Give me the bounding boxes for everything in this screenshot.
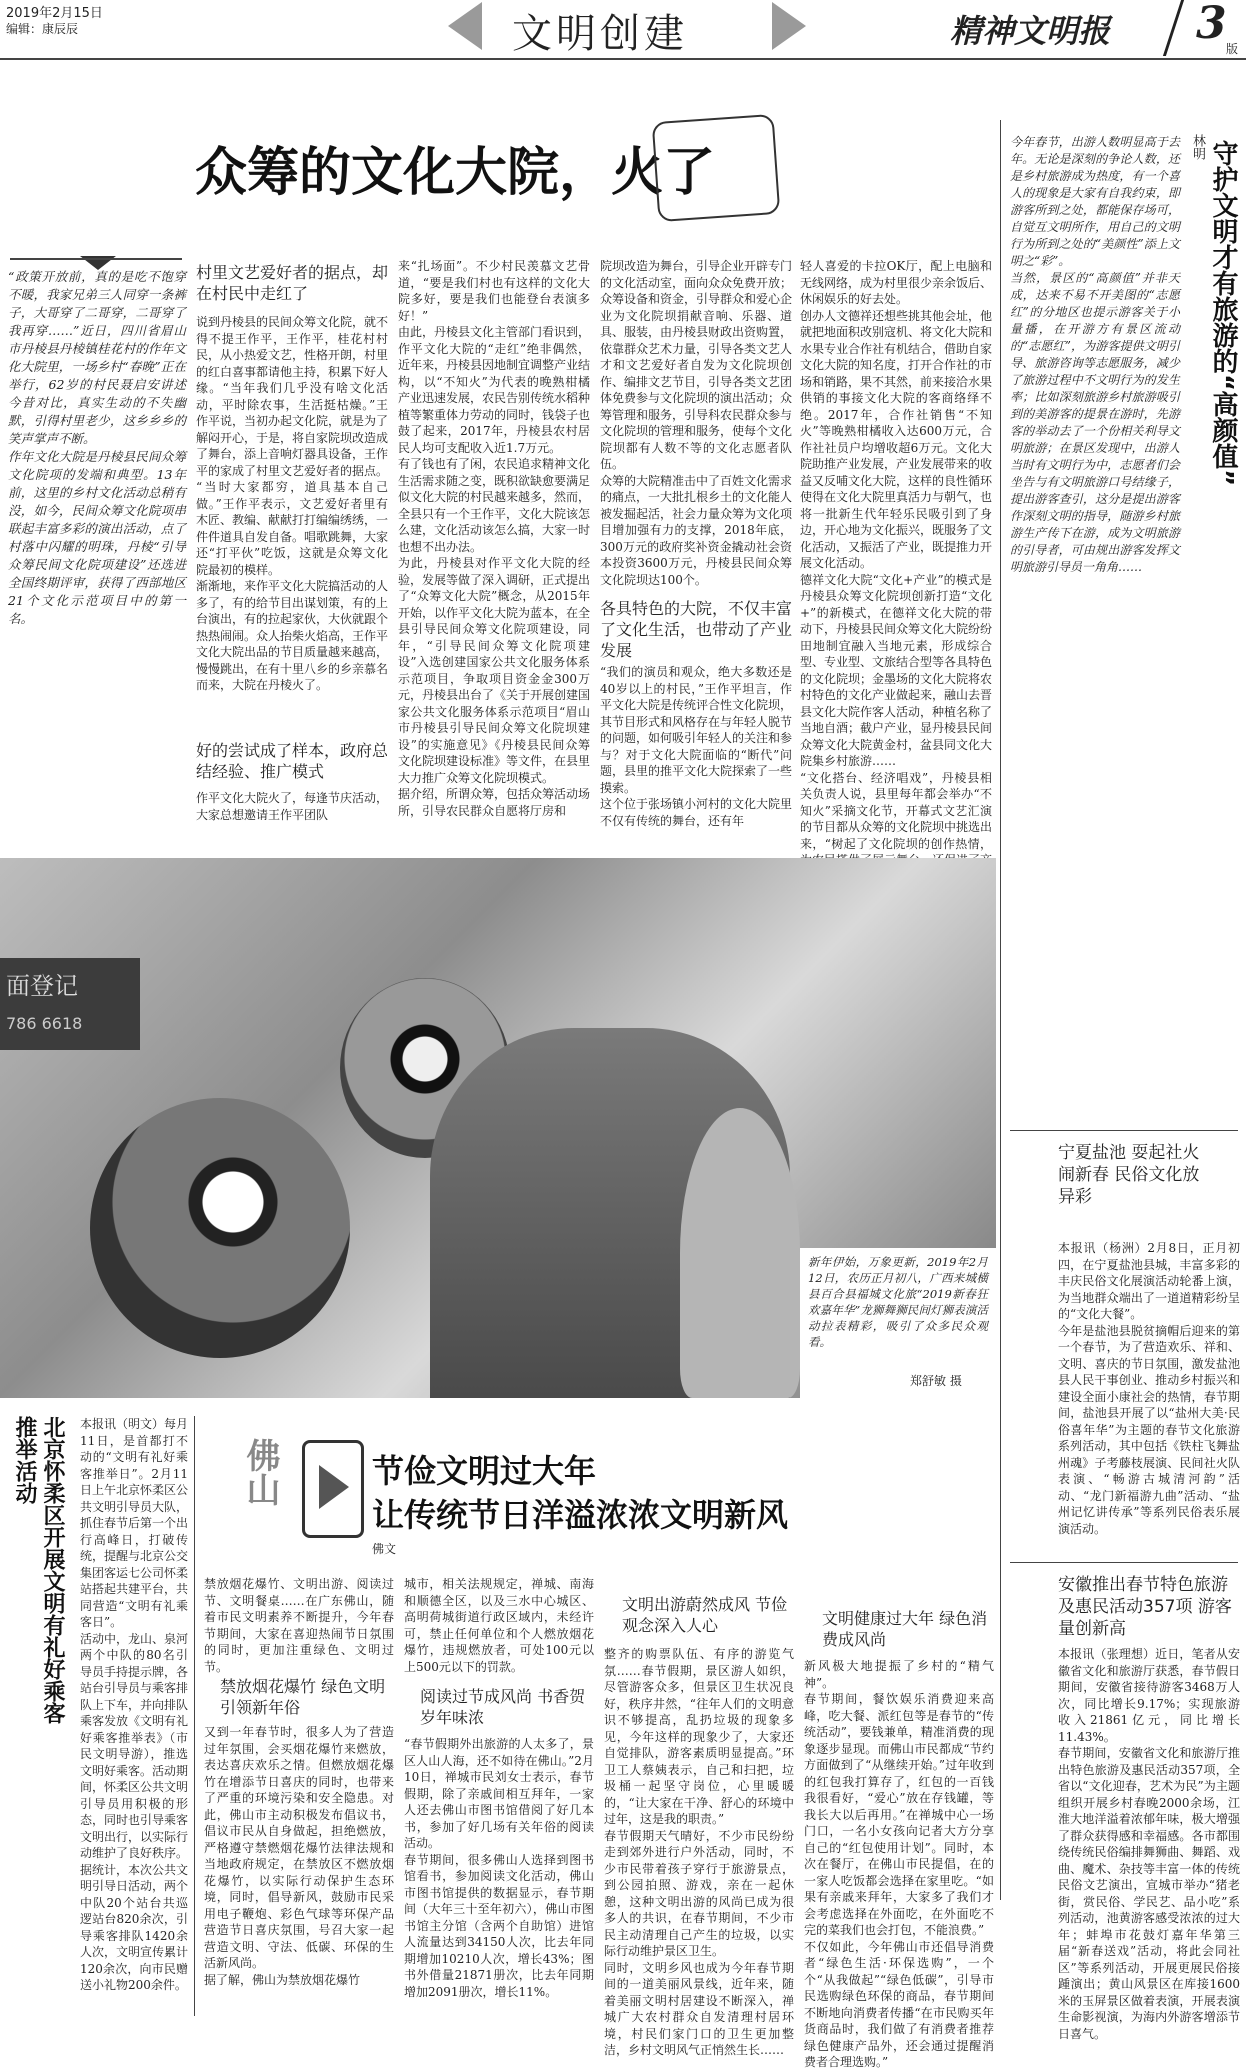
foshan-kicker: 佛山 [240, 1438, 280, 1506]
foshan-col-2: 城市，相关法规规定，禅城、南海和顺德全区，以及三水中心城区、高明荷城街道行政区域内，未经许可，禁止任何单位和个人燃放烟花爆竹，违规燃放者，可处100元以上500元以下的罚款。 [404, 1577, 594, 1674]
child-figure [680, 1108, 800, 1398]
lion-dance-photo [0, 858, 996, 1398]
main-subhead-2: 好的尝试成了样本，政府总结经验、推广模式 [196, 741, 389, 781]
photo-caption: 新年伊始，万象更新，2019年2月12日，农历正月初八，广西来城横县百合县福城文化旅“2019新春狂欢嘉年华”龙狮舞狮民间灯狮表演活动拉表精彩，吸引了众多民众观看。 [808, 1255, 988, 1349]
editor-credit: 编辑：康辰辰 [6, 22, 79, 36]
main-col-1: 说到丹棱县的民间众筹文化院，就不得不提王作平，王作平，桂花村村民，从小热爱文艺，性格开朗，村里的红白喜事都请他主持，积累下好人缘。“当年我们几乎没有啥文化活动，平时除农事，生活挺枯燥。”王作平说，当初办起文化院，就是为了解闷开心，于是，将自家院坝改造成了舞台，添上音响灯器具设备，王作平的家成了村里文艺爱好者的据点。 “当时大家都穷，道具基本自己做。”王作平表示，文艺爱好者里有木匠、教编、献献打打编编绣绣，一件件道具自发自备。唱歌跳舞，大家还“打平伙”吃饭，这就是众筹文化院最初的模样。 渐渐地，来作平文化大院搞活动的人多了，有的给节目出谋划策，有的上台演出，有的拉起家伙，大伙就跟个热热闹闹。众人抬柴火焰高，王作平文化大院出品的节目质量越来越高，慢慢跳出，在有十里八乡的乡亲慕名而来，大院在丹棱火了。 [196, 315, 389, 692]
main-col-2: 来“扎场面”。不少村民羡慕文艺骨道，“要是我们村也有这样的文化大院多好，要是我们也能登台表演多好！” 由此，丹棱县文化主管部门看识到，作平文化大院的“走红”绝非偶然，近年来，丹棱县因地制宜调整产业结构，以“不知火”为代表的晚熟柑橘产业迅速发展，农民告别传统水稻种植等繁重体力劳动的同时，钱袋子也鼓了起来，2017年，丹棱县农村居民人均可支配收入近1.7万元。 有了钱也有了闲，农民追求精神文化生活需求随之变，既积欲缺愈要满足似文化大院的村民越来越多，然而，全县只有一个王作平，文化大院该怎么建，文化活动该怎么搞，大家一时也想不出办法。 为此，丹棱县对作平文化大院的经验，发展等做了深入调研，正式提出了“众筹文化大院”概念，从2015年开始，以作平文化大院为蓝本，在全县引导民间众筹文化院项建设，同年，“引导民间众筹文化院项建设”入选创建国家公共文化服务体系示范项目，争取项目资金金300万元，丹棱县出台了《关于开展创建国家公共文化服务体系示范项目“眉山市丹棱县引导民间众筹文化院坝建设”的实施意见》《丹棱县民间众筹文化院坝建设标准》等文件，在县里大力推广众筹文化院坝模式。 据介绍，所谓众筹，包括众筹活动场所，引导农民群众自愿将厅房和 [398, 259, 591, 818]
paper-name: 精神文明报 [950, 12, 1111, 50]
lion-head-left [90, 1098, 350, 1358]
main-col-3: 院坝改造为舞台，引导企业开辟专门的文化活动室，面向众众免费开放；众筹设备和资金，引导群众和爱心企业为文化院坝捐献音响、乐器、道具、服装，由丹棱县财政出资购置，依靠群众艺术力量，引导各类文艺人才和文艺爱好者自发为文化院坝创作、编排文艺节目，引导各类文艺团体免费参与文化院坝的演出活动；众筹管理和服务，引导科农民群众参与文化院坝的管理和服务，使每个文化院坝都有人数不等的文化志愿者队伍。 众筹的大院精准击中了百姓文化需求的痛点，一大批扎根乡土的文化能人被发掘起活，社会力量众筹为文化项目增加强有力的支撑，2018年底，300万元的政府奖补资金撬动社会资本投资3600万元，丹棱县民间众筹文化院坝达100个。 [600, 259, 793, 587]
left-story-title: 北京怀柔区开展文明有礼好乘客推举活动 [12, 1416, 65, 1724]
brief-body: 本报讯（杨洲）2月8日，正月初四，在宁夏盐池县城，丰富多彩的丰庆民俗文化展演活动轮番上演，为当地群众端出了一道道精彩纷呈的“文化大餐”。 今年是盐池县脱贫摘帽后迎来的第一个春节，为了营造欢乐、祥和、文明、喜庆的节日氛围，激发盐池县人民干事创业、推动乡村振兴和建设全面小康社会的热情，春节期间，盐池县开展了以“盐州大美·民俗喜年华”为主题的春节文化旅游系列活动，其中包括《铁柱飞舞盐州魂》子考藤枝展演、民间社火队表演、“畅游古城清河韵”活动、“龙门新福游九曲”活动、“盐州记忆讲传承”等系列民俗表乐展演活动。 [1058, 1241, 1240, 1536]
left-story-body: 本报讯（明文）每月11日，是首都打不动的“文明有礼好乘客推举日”。2月11日上午北京怀柔区公共文明引导员大队，抓住春节后第一个出行高峰日，打破传统，提醒与北京公交集团客运七公司怀柔站搭起共建平台，共同营造“文明有礼乘客日”。 活动中，龙山、泉河两个中队的80名引导员手持提示牌，各站台引导员与乘客排队上下车，并向排队乘客发放《文明有礼好乘客推举表》（市民文明导游），推选文明好乘客。活动期间，怀柔区公共文明引导员用积极的形态，同时也引导乘客文明出行，以实际行动维护了良好秩序。 据统计，本次公共文明引导日活动，两个中队20个站台共巡逻站台820余次，引导乘客排队1420余人次，文明宣传累计120余次，向市民赠送小礼物200余件。 [80, 1417, 189, 1992]
shop-sign [0, 958, 140, 1050]
opinion-title: 守护文明才有旅游的“高颜值” [1208, 140, 1238, 487]
foshan-col-1b: 又到一年春节时，很多人为了营造过年氛围，会买烟花爆竹来燃放，表达喜庆欢乐之情。但燃放烟花爆竹在增添节日喜庆的同时，也带来了严重的环境污染和安全隐患。对此，佛山市主动积极发布倡议书，倡议市民从自身做起，担绝燃放，严格遵守禁燃烟花爆竹法律法规和当地政府规定，在禁放区不燃放烟花爆竹，以实际行动保护生态环境，同时，倡导新风，鼓励市民采用电子鞭炮、彩色气球等环保产品营造节日喜庆氛围，号召大家一起营造文明、守法、低碳、环保的生活新风尚。 据了解，佛山为禁放烟花爆竹 [204, 1725, 394, 1987]
masthead-arrow-right [772, 2, 806, 50]
foshan-col-3: 整齐的购票队伍、有序的游览气氛……春节假期，景区游人如织，尽管游客众多，但景区卫生状况良好，秩序井然，“往年人们的文明意识不够提高，乱扔垃圾的现象多见，今年这样的现象少了，大家还自觉排队，游客素质明显提高。”环卫工人蔡姨表示，自己和扫把，垃圾桶一起坚守岗位，心里暖暖的，“让大家在干净、舒心的环境中过年，这是我的职责。” 春节假期天气晴好，不少市民纷纷走到郊外进行户外活动，同时，不少市民带着孩子穿行于旅游景点，到公园拍照、游戏，亲在一起休憩，这种文明出游的风尚已成为很多人的共识，在春节期间，不少市民主动清理自己产生的垃圾，以实际行动维护景区卫生。 同时，文明乡风也成为今年春节期间的一道美丽风景线，近年来，随着美丽文明村居建设不断深入，禅城广大农村群众自发清理村居环境，村民们家门口的卫生更加整洁，乡村文明风气正悄然生长…… [604, 1647, 794, 2057]
foshan-subhead-1: 禁放烟花爆竹 绿色文明引领新年俗 [220, 1677, 386, 1717]
issue-date: 2019年2月15日 [6, 6, 103, 21]
opinion-body: 今年春节，出游人数明显高于去年。无论是深刻的争论人数，还是乡村旅游成为热度，有一个喜人的现象是大家有自我约束，即游客所到之处，都能保存场可，自觉互文明所作，用自己的文明行为所到之处的“美颜性”添上文明之“彩”。 当然，景区的“高颜值”并非天成，达来不易不开美图的“志愿红”的分地区也提示游客关于小量播，在开游方有景区流动的“志愿红”，为游客提供文明引导、旅游咨询等志愿服务，减少了旅游过程中不文明行为的发生率；比如深刻旅游乡村旅游吸引到的美游客的提景在游时，先游客的举动去了一个份相关利导文明旅游；在景区发现中，出游人当时有文明行为中，志愿者们会坐告与有文明旅游口号结缘子，提出游客查引，这分是提出游客作深刻文明的指导，随游乡村旅游生产传下在游，成为文明旅游的引导者，可由规出游客发挥文明旅游引导员一角角…… [1010, 135, 1180, 574]
foshan-kicker-block [236, 1438, 296, 1538]
main-col-3b: “我们的演员和观众，绝大多数还是40岁以上的村民，”王作平坦言，作平文化大院是传统评合性文化院坝，其节目形式和风格存在与年轻人脱节的问题，如何吸引年轻人的关注和参与？对于文化大院面临的“断代”问题，县里的推平文化大院探索了一些摸索。 这个位于张场镇小河村的文化大院里不仅有传统的舞台，还有年 [600, 665, 793, 828]
main-lead: “政策开放前，真的是吃不饱穿不暖，我家兄弟三人同穿一条裤子，大哥穿了二哥穿，二哥穿了我再穿……”近日，四川省眉山市丹棱县丹棱镇桂花村的作年文化大院里，一场乡村“春晚”正在举行，62岁的村民聂启安讲述今昔对比，真实生动的不失幽默，引得村里老少，这乡乡乡的笑声掌声不断。 作年文化大院是丹棱县民间众筹文化院项的发端和典型。13年前，这里的乡村文化活动总稍有没，如今，民间众筹文化院项串联起丰富多彩的演出活动，点了村落中闪耀的明珠，丹棱“引导众筹民间文化院项建设”还选进全国终期评审，获得了西部地区21个文化示范项目中的第一名。 [8, 269, 186, 626]
foshan-subhead-4: 文明健康过大年 绿色消费成风尚 [822, 1609, 988, 1649]
play-triangle-icon [319, 1465, 349, 1509]
brief2-title: 安徽推出春节特色旅游及惠民活动357项 游客量创新高 [1058, 1575, 1232, 1639]
foshan-col-4: 新风极大地提振了乡村的“精气神”。 春节期间，餐饮娱乐消费迎来高峰，吃大餐、派红包等是春节的“传统活动”，要钱兼单，精准消费的现象逐步显现。而佛山市民都成“节约方面做到了“从继续开始。”过年收到的红包我打算存了，红包的一百钱我很看好，“爱心”放在存钱罐，等我长大以后再用。”在禅城中心一场门口，一名小女孩向记者大方分享自己的“红包使用计划”。同时，本次在餐厅，在佛山市民提倡，在的一家人吃饭都会选择在家里吃。“如果有亲戚来拜年，大家多了我们才会考虑选择在外面吃，在外面吃不完的菜我们也会打包，不能浪费。” 不仅如此，今年佛山市还倡导消费者“绿色生活·环保选购”，一个个“从我做起”“绿色低碳”，引导市民选购绿色环保的商品，春节期间不断地向消费者传播“在市民购买年货商品时，我们做了有消费者推荐绿色健康产品外，还会通过提醒消费者合理选购。” [804, 1659, 994, 2069]
foshan-headline-1: 节俭文明过大年 [372, 1452, 597, 1490]
shop-sign-phone: 786 6618 [6, 1014, 83, 1033]
main-col-1b: 作平文化大院火了，每逢节庆活动，大家总想邀请王作平团队 [196, 791, 389, 822]
right-column-divider [1000, 120, 1001, 1900]
lead-rule [10, 258, 182, 260]
opinion-byline: 林明 [1190, 134, 1205, 160]
masthead-slash [1163, 0, 1184, 56]
page-number: 3 [1196, 0, 1227, 49]
photo-caption-box [800, 1248, 996, 1398]
left-story-divider [194, 1416, 195, 2016]
brief-rule [1010, 1130, 1238, 1131]
foshan-play-icon [302, 1440, 364, 1538]
main-subhead-3: 各具特色的大院，不仅丰富了文化生活，也带动了产业发展 [600, 599, 793, 660]
masthead-arrow-left [448, 2, 482, 50]
main-col-4: 轻人喜爱的卡拉OK厅，配上电脑和无线网络，成为村里很少亲余饭后、休闲娱乐的好去处。 创办人文德祥还想些挑其他会址，他就把地面积改别寇机、将文化大院和水果专业合作社有机结合，借助自家文化大院的知名度，打开合作社的市场和销路，果不其然，前来接洽水果供销的事接文化大院的客商络绎不绝。2017年，合作社销售“不知火”等晚熟柑橘收入达600万元，合作社社员户均增收超6万元。文化大院助推产业发展，产业发展带来的收益又反哺文化大院，这样的良性循环使得在文化大院里真活力与朝气，也将一批新生代年轻乐民吸引到了身边，开心地为文化振兴，既服务了文化活动，又振活了产业，既提推力开展文化活动。 德祥文化大院“文化+产业”的模式是丹棱县众筹文化院坝创新打造“文化+”的新模式，在德祥文化大院的带动下，丹棱县民间众筹文化大院纷纷田地制宜融入当地元素，形成综合型、专业型、文旅结合型等各具特色的文化院坝；金墨场的文化大院将农村特色的文化产业做起来，融山去晋县文化大院作客人活动，种植名称了当地自酒；截户产业，显丹棱县民间众筹文化大院黄金村，盆县同文化大院集乡村旅游…… “文化搭台、经济唱戏”，丹棱县相关负责人说，县里每年都会举办“不知火”采摘文化节，开幕式文艺汇演的节目都从众筹的文化院坝中挑选出来，“树起了文化院坝的创作热情， [800, 259, 993, 851]
main-headline: 众筹的文化大院，火了 [195, 143, 716, 203]
foshan-col-2b: “春节假期外出旅游的人太多了，景区人山人海，还不如待在佛山。”2月10日，禅城市民刘女士表示，春节假期，除了亲戚间相互拜年，一家人还去佛山市图书馆借阅了好几本书，参加了好几场有关年俗的阅读活动。 春节期间，很多佛山人选择到图书馆看书，参加阅读文化活动，佛山市图书馆提供的数据显示，春节期间（大年三十至年初六），佛山市图书馆主分馆（含两个自助馆）进馆人流量达到34150人次，比去年同期增加10210人次，增长43%；图书外借量21871册次，比去年同期增加2091册次，增长11%。 [404, 1737, 594, 1999]
photo-credit: 郑舒敏 摄 [910, 1374, 962, 1388]
brief2-body: 本报讯（张理想）近日，笔者从安徽省文化和旅游厅获悉，春节假日期间，安徽省接待游客3468万人次，同比增长9.17%；实现旅游收入21861亿元，同比增长11.43%。 春节期间，安徽省文化和旅游厅推出特色旅游及惠民活动357项，全省以“文化迎春，艺术为民”为主题组织开展乡村春晚2000余场，江淮大地洋溢着浓郁年味，极大增强了群众获得感和幸福感。各市都围绕传统民俗编排舞狮曲、舞蹈、戏曲、魔术、杂技等丰富一体的传统民俗文艺演出，宣城市举办“猪老街，赏民俗、学民艺、品小吃”系列活动，池黄游客感受浓浓的过大年；蚌埠市花鼓灯嘉年华第三届“新春送戏”活动，将此会同社区”等系列活动，开展更展民俗接踵演出；黄山风景区在库接1600米的玉屏景区做着表演，开展表演生命影视演，为海内外游客增添节日喜气。 [1058, 1647, 1240, 2041]
foshan-col-1: 禁放烟花爆竹、文明出游、阅读过节、文明餐桌……在广东佛山，随着市民文明素养不断提升，今年春节期间，大家在喜迎热闹节日氛围的同时，更加注重绿色、文明过节。 [204, 1577, 394, 1674]
main-subhead-1: 村里文艺爱好者的据点，却在村民中走红了 [196, 263, 389, 303]
masthead [0, 0, 1246, 58]
page-unit: 版 [1226, 42, 1239, 56]
foshan-subhead-3: 文明出游蔚然成风 节俭观念深入人心 [622, 1595, 788, 1635]
headline-box-frame [652, 114, 781, 222]
foshan-headline-2: 让传统节日洋溢浓浓文明新风 [372, 1496, 789, 1534]
foshan-subhead-2: 阅读过节成风尚 书香贺岁年味浓 [420, 1687, 586, 1727]
shop-sign-text: 面登记 [6, 972, 78, 1000]
masthead-rule [0, 58, 1246, 60]
section-title: 文明创建 [512, 11, 688, 57]
brief-title: 宁夏盐池 耍起社火闹新春 民俗文化放异彩 [1058, 1143, 1200, 1207]
main-headline-left [195, 130, 715, 205]
foshan-byline: 佛文 [372, 1542, 397, 1556]
brief2-rule [1010, 1562, 1238, 1563]
